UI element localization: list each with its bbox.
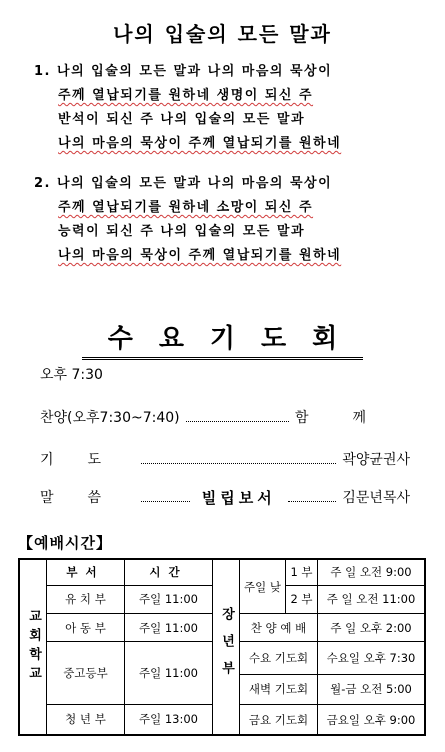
service-name: 찬 양 예 배 (240, 614, 318, 642)
time-header: 시간 (125, 559, 213, 585)
prayer-label: 기도 (40, 452, 136, 468)
service-name: 금요 기도회 (240, 705, 318, 735)
dept-cell: 유 치 부 (47, 585, 125, 613)
program-sermon (40, 486, 410, 508)
time-cell: 주일 11:00 (125, 614, 213, 642)
verse-1 (34, 60, 341, 156)
schedule-table (18, 558, 426, 736)
praise-value: 함께 (294, 410, 410, 426)
verse-line: 주께 열납되기를 원하네 생명이 되신 주 (58, 88, 314, 103)
time-cell: 주일 11:00 (125, 585, 213, 613)
service-name: 1 부 (286, 559, 318, 585)
time-cell: 주일 13:00 (125, 704, 213, 734)
service-time-cell: 수요일 오후 7:30 (318, 642, 426, 674)
leader-dots (186, 412, 289, 422)
leader-dots (141, 454, 336, 464)
service-time-cell: 월-금 오전 5:00 (318, 674, 426, 704)
service-time: 오후 7:30 (40, 367, 103, 383)
verse-line: 반석이 되신 주 나의 입술의 모든 말과 (58, 112, 306, 127)
table-row (19, 559, 425, 585)
dept-cell: 아 동 부 (47, 614, 125, 642)
verse-line: 1. 나의 입술의 모든 말과 나의 마음의 묵상이 (34, 64, 333, 79)
leader-dots (141, 492, 190, 502)
dept-cell: 중고등부 (47, 642, 125, 704)
verse-line: 2. 나의 입술의 모든 말과 나의 마음의 묵상이 (34, 176, 333, 191)
dept-cell: 청 년 부 (47, 704, 125, 734)
praise-label: 찬양(오후7:30~7:40) (40, 410, 180, 426)
verse-line: 나의 마음의 묵상이 주께 열납되기를 원하네 (58, 136, 342, 151)
verse-2 (34, 172, 341, 268)
time-cell: 주일 11:00 (125, 642, 213, 704)
service-title (0, 318, 445, 360)
verse-line: 나의 마음의 묵상이 주께 열납되기를 원하네 (58, 248, 342, 263)
service-time-cell: 주 일 오전 9:00 (318, 559, 426, 585)
sermon-text: 빌립보서 (201, 488, 276, 507)
service-time-cell: 금요일 오후 9:00 (318, 705, 426, 735)
schedule-label: 【예배시간】 (18, 534, 112, 552)
service-time-cell: 주 일 오전 11:00 (318, 585, 426, 613)
sunday-day-label: 주일 낮 (240, 559, 286, 614)
song-title: 나의 입술의 모든 말과 (113, 22, 332, 46)
service-name: 수요 기도회 (240, 642, 318, 674)
verse-line: 능력이 되신 주 나의 입술의 모든 말과 (58, 224, 306, 239)
service-name: 새벽 기도회 (240, 674, 318, 704)
program-prayer (40, 448, 410, 470)
sermon-label: 말씀 (40, 490, 136, 506)
service-title-text: 수요기도회 (82, 318, 364, 360)
program-praise (40, 406, 410, 428)
service-time-cell: 주 일 오후 2:00 (318, 614, 426, 642)
verse-line: 주께 열납되기를 원하네 소망이 되신 주 (58, 200, 314, 215)
sermon-value: 김문년목사 (342, 490, 410, 506)
dept-header: 부서 (47, 559, 125, 585)
service-name: 2 부 (286, 585, 318, 613)
school-group-label: 교회학교 (19, 559, 47, 735)
adult-group-label: 장년부 (213, 559, 240, 735)
prayer-value: 곽양균권사 (342, 452, 410, 468)
leader-dots (288, 492, 337, 502)
